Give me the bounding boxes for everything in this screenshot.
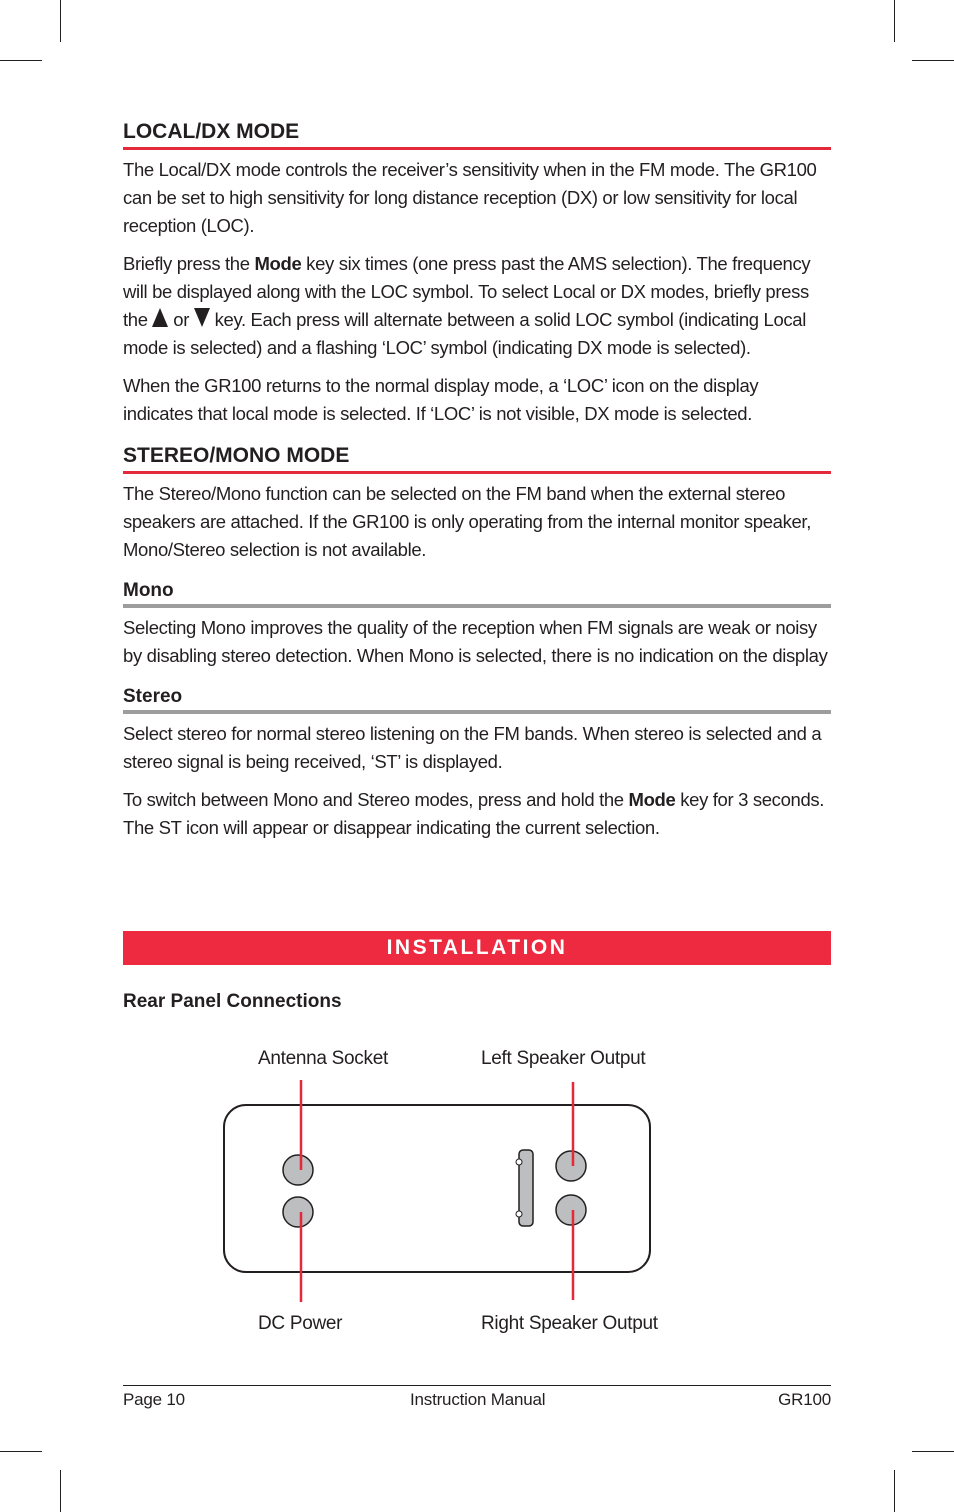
right-speaker-socket [556, 1195, 586, 1225]
footer-rule [123, 1385, 831, 1386]
antenna-socket-label: Antenna Socket [258, 1048, 388, 1069]
left-speaker-socket [556, 1151, 586, 1181]
footer-page-number: Page 10 [123, 1390, 185, 1409]
local-dx-instructions: Briefly press the Mode key six times (one press past the AMS selection). The frequency will be displayed along with the LOC symbol. To select Local or DX modes, briefly press the or key. Each press will alternate between a solid LOC symbol (indicating Local mode is selected) and a flashing ‘LOC’ symbol (indicating DX mode is selected). [123, 253, 811, 358]
antenna-socket [283, 1155, 313, 1185]
mode-key-term: Mode [254, 253, 302, 274]
right-speaker-output-label: Right Speaker Output [481, 1313, 658, 1334]
local-dx-display-note: When the GR100 returns to the normal display mode, a ‘LOC’ icon on the display indicates that local mode is selected. If ‘LOC’ is not visible, DX mode is selected. [123, 375, 759, 424]
stereo-mono-heading: STEREO/MONO MODE [123, 442, 831, 474]
mono-paragraph: Selecting Mono improves the quality of the reception when FM signals are weak or noisy by disabling stereo detection. When Mono is selected, there is no indication on the display [123, 617, 828, 666]
local-dx-paragraph: The Local/DX mode controls the receiver’s sensitivity when in the FM mode. The GR100 can be set to high sensitivity for long distance reception (DX) or low sensitivity for local reception (LOC). [123, 159, 817, 236]
stereo-heading: Stereo [123, 684, 831, 714]
dc-power-label: DC Power [258, 1313, 343, 1334]
mono-heading: Mono [123, 578, 831, 608]
footer-model: GR100 [778, 1390, 831, 1409]
stereo-paragraph: Select stereo for normal stereo listening on the FM bands. When stereo is selected and a stereo signal is being received, ‘ST’ is displayed. [123, 723, 822, 772]
left-speaker-output-label: Left Speaker Output [481, 1048, 646, 1069]
local-dx-heading: LOCAL/DX MODE [123, 118, 831, 150]
installation-banner: INSTALLATION [123, 931, 831, 965]
rear-panel-heading: Rear Panel Connections [123, 991, 342, 1012]
rear-panel-outline [224, 1105, 650, 1272]
dc-power-socket [283, 1197, 313, 1227]
footer-title: Instruction Manual [410, 1390, 546, 1409]
mode-key-term: Mode [628, 789, 676, 810]
switch-mode-paragraph: To switch between Mono and Stereo modes, press and hold the Mode key for 3 seconds. The ST icon will appear or disappear indicating the current selection. [123, 789, 825, 838]
stereo-mono-paragraph: The Stereo/Mono function can be selected on the FM band when the external stereo speakers are attached. If the GR100 is only operating from the internal monitor speaker, Mono/Stereo selection is not available. [123, 483, 812, 560]
